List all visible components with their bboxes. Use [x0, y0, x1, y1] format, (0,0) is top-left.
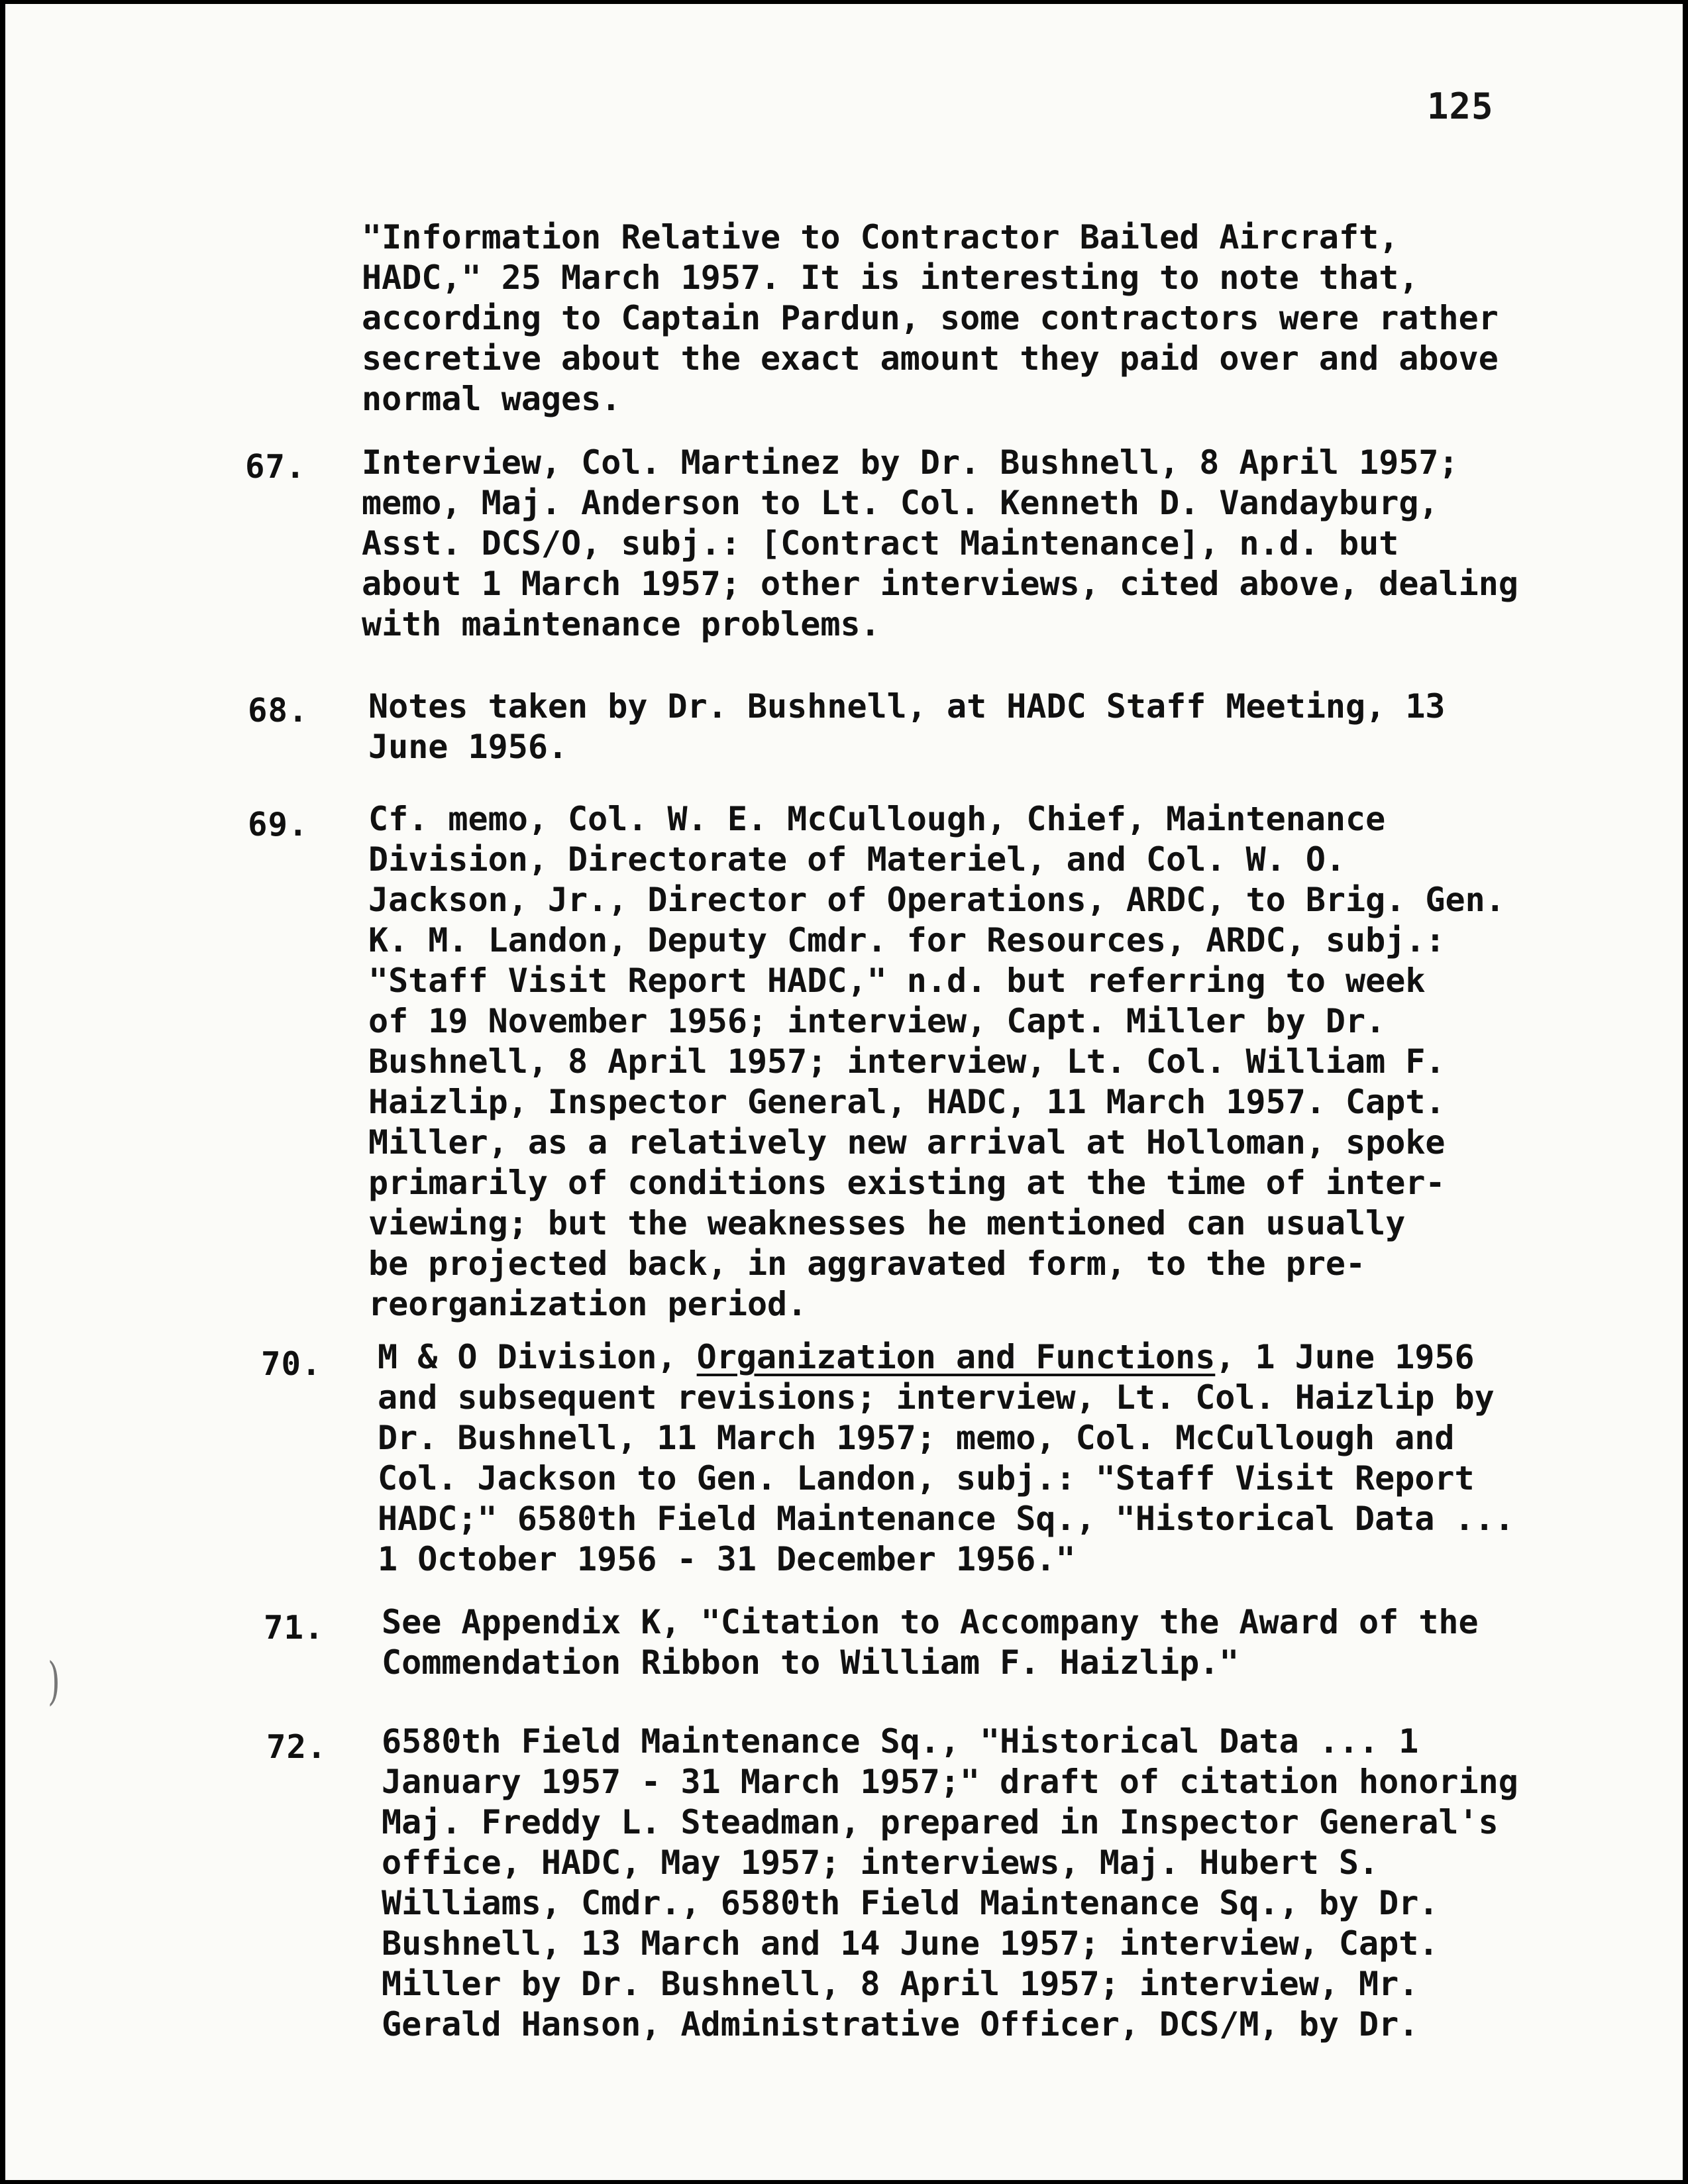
text-line: memo, Maj. Anderson to Lt. Col. Kenneth D. Vandayburg, — [362, 484, 1439, 522]
text-line: January 1957 - 31 March 1957;" draft of citation honoring — [382, 1763, 1518, 1801]
margin-mark: ) — [48, 1652, 60, 1712]
text-fragment: , 1 June 1956 — [1215, 1338, 1475, 1376]
text-line: Commendation Ribbon to William F. Haizlip." — [382, 1643, 1240, 1682]
text-line: Gerald Hanson, Administrative Officer, DCS/M, by Dr. — [382, 2005, 1419, 2044]
document-page — [5, 4, 1683, 2180]
text-line: Bushnell, 8 April 1957; interview, Lt. Col. William F. — [368, 1042, 1446, 1081]
text-line: with maintenance problems. — [362, 605, 880, 643]
footnote-text — [362, 217, 1567, 419]
footnote-text — [362, 443, 1567, 645]
text-line: Division, Directorate of Materiel, and Col. W. O. — [368, 840, 1346, 879]
text-line: reorganization period. — [368, 1285, 808, 1323]
text-line: HADC;" 6580th Field Maintenance Sq., "Historical Data ... — [378, 1500, 1514, 1538]
footnote-number: 69. — [248, 806, 309, 844]
footnote-text — [368, 799, 1574, 1325]
footnote-text — [382, 1721, 1587, 2045]
text-line: Asst. DCS/O, subj.: [Contract Maintenance], n.d. but — [362, 524, 1399, 563]
footnote-text — [378, 1337, 1583, 1580]
text-line: Williams, Cmdr., 6580th Field Maintenance Sq., by Dr. — [382, 1884, 1439, 1922]
footnote-number: 68. — [248, 692, 309, 730]
text-line: normal wages. — [362, 380, 621, 418]
text-line: Maj. Freddy L. Steadman, prepared in Inspector General's — [382, 1803, 1499, 1841]
text-line: Miller by Dr. Bushnell, 8 April 1957; interview, Mr. — [382, 1965, 1419, 2003]
text-line: Dr. Bushnell, 11 March 1957; memo, Col. McCullough and — [378, 1419, 1455, 1457]
text-line: K. M. Landon, Deputy Cmdr. for Resources, ARDC, subj.: — [368, 921, 1446, 959]
text-line: Cf. memo, Col. W. E. McCullough, Chief, Maintenance — [368, 800, 1386, 838]
text-line: about 1 March 1957; other interviews, cited above, dealing — [362, 565, 1518, 603]
text-line: Jackson, Jr., Director of Operations, ARDC, to Brig. Gen. — [368, 881, 1505, 919]
text-line: HADC," 25 March 1957. It is interesting to note that, — [362, 258, 1419, 297]
text-line: Notes taken by Dr. Bushnell, at HADC Staff Meeting, 13 — [368, 687, 1446, 726]
footnote-number: 71. — [264, 1609, 325, 1647]
text-line: office, HADC, May 1957; interviews, Maj. Hubert S. — [382, 1843, 1379, 1882]
text-fragment: M & O Division, — [378, 1338, 697, 1376]
text-line — [378, 1337, 1583, 1378]
text-line: 6580th Field Maintenance Sq., "Historical Data ... 1 — [382, 1722, 1419, 1761]
text-line: Interview, Col. Martinez by Dr. Bushnell, 8 April 1957; — [362, 443, 1459, 482]
text-line: be projected back, in aggravated form, to the pre- — [368, 1244, 1366, 1283]
text-line: June 1956. — [368, 728, 568, 766]
text-line: primarily of conditions existing at the time of inter- — [368, 1164, 1446, 1202]
text-line: and subsequent revisions; interview, Lt. Col. Haizlip by — [378, 1378, 1495, 1417]
text-line: See Appendix K, "Citation to Accompany the Award of the — [382, 1603, 1479, 1641]
underlined-title: Organization and Functions — [696, 1338, 1216, 1376]
footnote-number: 70. — [261, 1345, 322, 1383]
footnote-text — [382, 1602, 1587, 1683]
text-line: viewing; but the weaknesses he mentioned can usually — [368, 1204, 1406, 1242]
text-line: "Information Relative to Contractor Bailed Aircraft, — [362, 218, 1399, 256]
footnote-text — [368, 686, 1574, 767]
text-line: according to Captain Pardun, some contractors were rather — [362, 299, 1499, 337]
text-line: secretive about the exact amount they paid over and above — [362, 339, 1499, 378]
text-line: Haizlip, Inspector General, HADC, 11 March 1957. Capt. — [368, 1083, 1446, 1121]
text-line: "Staff Visit Report HADC," n.d. but referring to week — [368, 961, 1426, 1000]
text-line: Miller, as a relatively new arrival at Holloman, spoke — [368, 1123, 1446, 1162]
footnote-number: 67. — [245, 448, 306, 486]
text-line: of 19 November 1956; interview, Capt. Miller by Dr. — [368, 1002, 1386, 1040]
text-line: 1 October 1956 - 31 December 1956." — [378, 1540, 1076, 1578]
text-line: Bushnell, 13 March and 14 June 1957; interview, Capt. — [382, 1924, 1439, 1963]
footnote-number: 72. — [266, 1728, 327, 1766]
page-number: 125 — [1427, 85, 1494, 127]
text-line: Col. Jackson to Gen. Landon, subj.: "Staff Visit Report — [378, 1459, 1475, 1498]
